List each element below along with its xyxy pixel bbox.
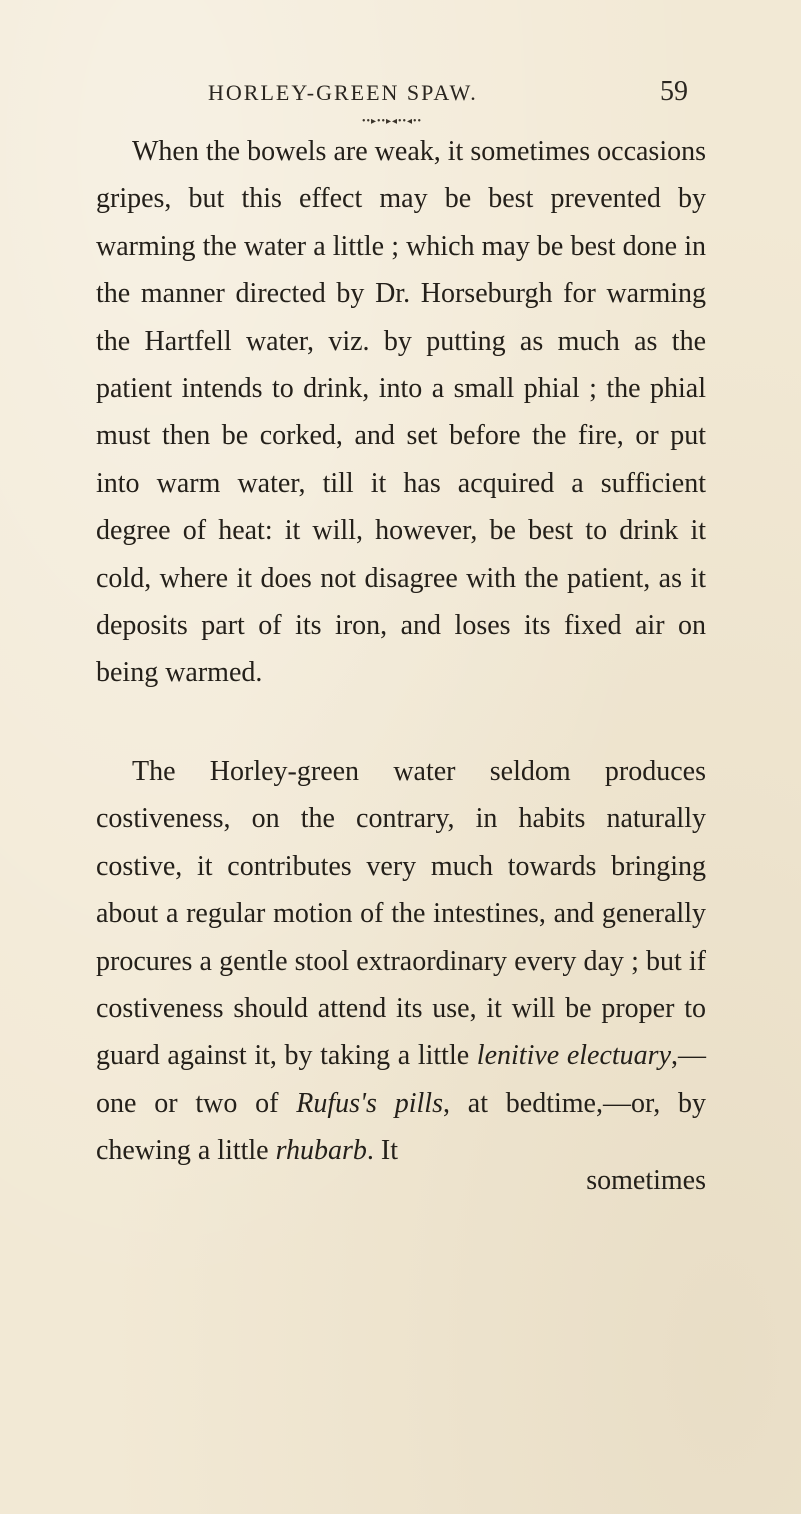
italic-remedy-lenitive-electuary: lenitive electuary	[476, 1040, 671, 1072]
catchword: sometimes	[586, 1165, 706, 1196]
paragraph-text: The Horley-green water seldom produces costiveness, on the contrary, in habits naturally costive, it contributes very much towards bringing about a regular motion of the intestines, and generally procures a gentle stool extraordinary every day ; but if costiveness should attend its use, it will be proper to guard against it, by taking a little	[96, 755, 706, 1072]
paragraph-text: ,—one or two of	[96, 1040, 706, 1119]
paragraph-text: , at bedtime,—or, by chewing a little	[96, 1087, 706, 1167]
running-head	[208, 76, 688, 116]
italic-remedy-rufus-pills: Rufus's pills	[296, 1087, 443, 1119]
page-number: 59	[660, 76, 688, 107]
body-text	[96, 128, 706, 1175]
running-title: HORLEY-GREEN SPAW.	[208, 80, 478, 105]
paragraph-costiveness	[96, 748, 706, 1175]
paragraph-text: . It	[366, 1135, 399, 1167]
italic-remedy-rhubarb: rhubarb	[275, 1135, 367, 1167]
paragraph-gripes	[96, 128, 706, 697]
paragraph-text: When the bowels are weak, it sometimes occasions gripes, but this effect may be best prevented by warming the water a little ; which may be best done in the manner directed by Dr. Horseburgh for warming the Hartfell water, viz. by putting as much as the patient intends to drink, into a small phial ; the phial must then be corked, and set before the fire, or put into warm water, till it has acquired a sufficient degree of heat: it will, however, be best to drink it cold, where it does not disagree with the patient, as it deposits part of its iron, and loses its fixed air on being warmed.	[96, 136, 706, 689]
header-ornament: ••▸••▸◂••◂••	[361, 116, 423, 127]
